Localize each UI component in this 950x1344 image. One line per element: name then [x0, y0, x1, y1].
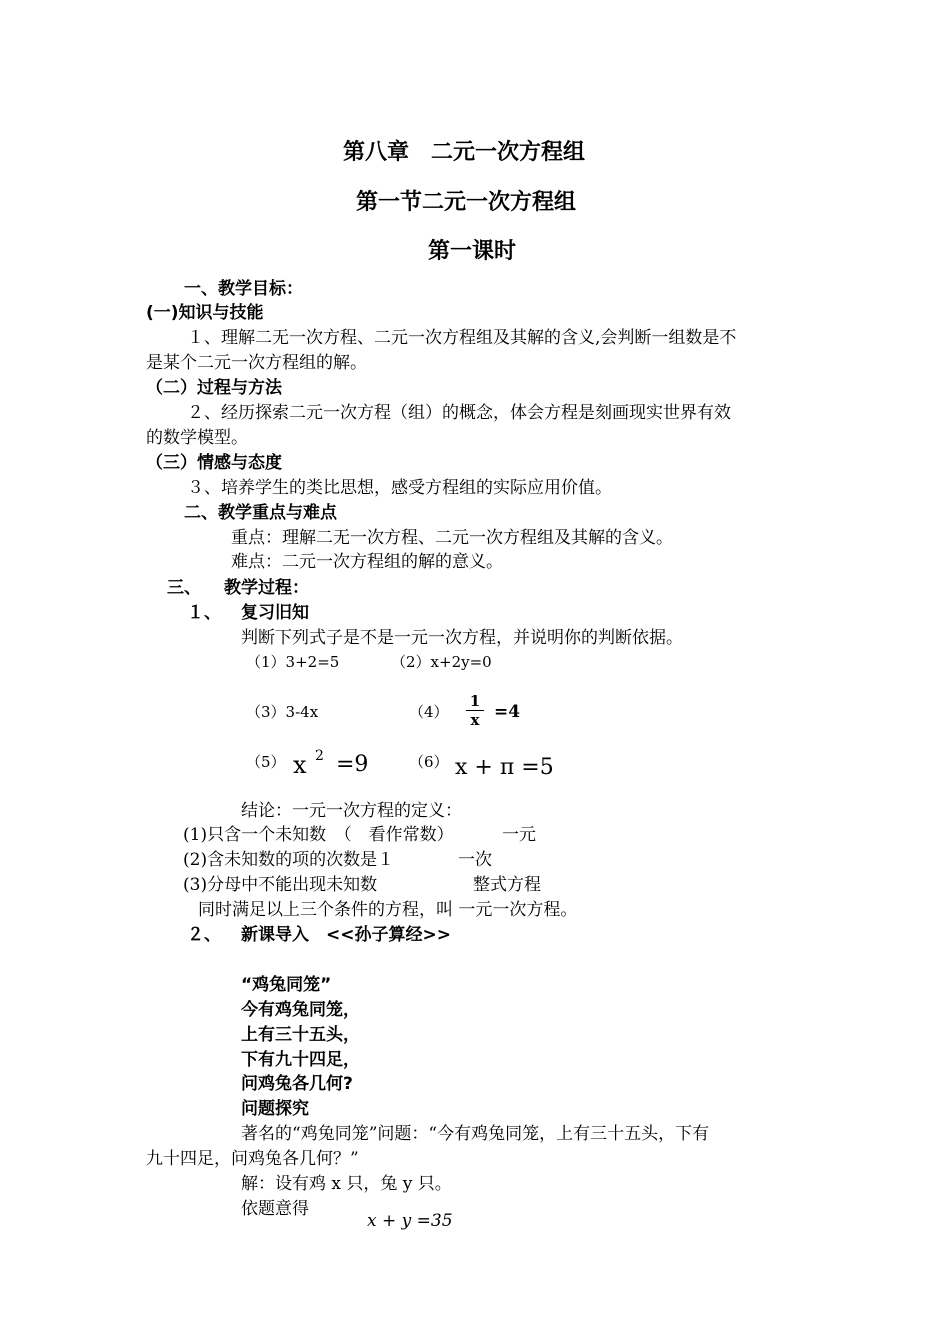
emotion-text: ３、培养学生的类比思想，感受方程组的实际应用价值。: [187, 478, 612, 498]
problem-text-2: 九十四足，问鸡兔各几何？”: [146, 1149, 359, 1169]
condition-2-result: 一次: [458, 850, 492, 870]
process-method-text-2: 的数学模型。: [146, 428, 248, 448]
item-5-rest: =9: [336, 752, 369, 777]
keypoints-heading: 二、教学重点与难点: [184, 503, 337, 523]
explore-heading: 问题探究: [241, 1099, 309, 1119]
item-2: （2）x+2y=0: [391, 653, 492, 671]
lesson-title: 第一课时: [428, 239, 517, 264]
item-4-denominator: x: [470, 711, 480, 729]
section-title: 第一节二元一次方程组: [356, 190, 577, 215]
knowledge-heading: (一)知识与技能: [146, 303, 264, 323]
item-6-label: （6）: [409, 753, 449, 771]
process-heading-number: 三、: [167, 578, 201, 598]
review-title: 复习旧知: [241, 603, 309, 623]
item-4-label: （4）: [409, 703, 449, 721]
item-5-label: （5）: [246, 753, 286, 771]
item-5-exponent: 2: [315, 748, 324, 764]
objectives-heading: 一、教学目标：: [184, 279, 303, 299]
condition-3-result: 整式方程: [473, 875, 541, 895]
item-4-rest: =4: [494, 702, 521, 722]
process-heading: 教学过程：: [224, 578, 309, 598]
new-lesson-title: 新课导入 <<孙子算经>>: [241, 925, 451, 945]
poem-title: “鸡兔同笼”: [241, 975, 332, 995]
item-1: （1）3+2=5: [246, 653, 340, 671]
item-4-fraction: [466, 693, 484, 728]
poem-line-2: 上有三十五头，: [241, 1025, 360, 1045]
problem-text-1: 著名的“鸡兔同笼”问题：“今有鸡兔同笼，上有三十五头，下有: [241, 1124, 710, 1144]
according-text: 依题意得: [241, 1199, 309, 1219]
item-6-expression: x + π =5: [455, 755, 554, 780]
process-method-text-1: ２、经历探索二元一次方程（组）的概念，体会方程是刻画现实世界有效: [187, 403, 731, 423]
knowledge-text-2: 是某个二元一次方程组的解。: [146, 353, 367, 373]
solution-text: 解：设有鸡 x 只，兔 y 只。: [241, 1174, 452, 1194]
item-3: （3）3-4x: [246, 703, 319, 721]
review-number: １、: [187, 603, 221, 623]
poem-line-4: 问鸡兔各几何?: [241, 1074, 353, 1094]
emotion-heading: （三）情感与态度: [146, 453, 282, 473]
poem-line-3: 下有九十四足，: [241, 1050, 360, 1070]
equation: x + y =35: [367, 1211, 453, 1231]
process-method-heading: （二）过程与方法: [146, 378, 282, 398]
new-lesson-number: ２、: [187, 925, 221, 945]
condition-1-result: 一元: [502, 825, 536, 845]
poem-line-1: 今有鸡兔同笼，: [241, 1000, 360, 1020]
item-4-numerator: 1: [469, 692, 481, 710]
chapter-title: 第八章 二元一次方程组: [343, 140, 586, 165]
condition-2: (2)含未知数的项的次数是１: [183, 850, 395, 870]
definition-summary: 同时满足以上三个条件的方程，叫 一元一次方程。: [198, 900, 578, 920]
conclusion: 结论：一元一次方程的定义：: [241, 801, 462, 821]
keypoint-main: 重点：理解二无一次方程、二元一次方程组及其解的含义。: [231, 528, 673, 548]
condition-1: (1)只含一个未知数 （ 看作常数）: [183, 825, 454, 845]
item-5-base: x: [293, 751, 307, 779]
condition-3: (3)分母中不能出现未知数: [183, 875, 378, 895]
keypoint-difficult: 难点：二元一次方程组的解的意义。: [231, 552, 503, 572]
review-prompt: 判断下列式子是不是一元一次方程，并说明你的判断依据。: [241, 628, 683, 648]
knowledge-text-1: １、理解二无一次方程、二元一次方程组及其解的含义,会判断一组数是不: [187, 328, 737, 348]
